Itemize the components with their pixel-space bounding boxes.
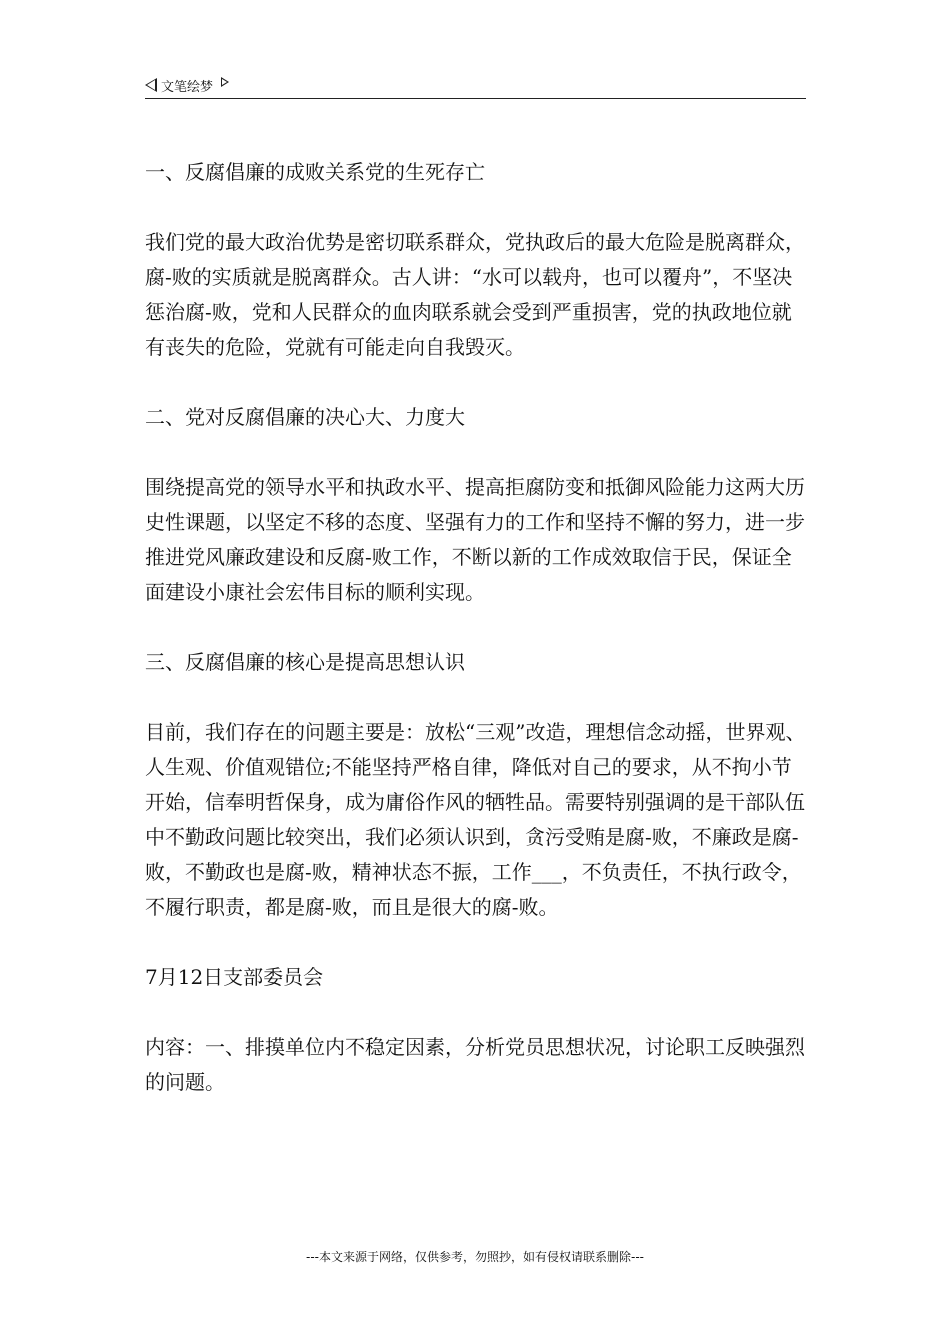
meeting-content: 内容：一、排摸单位内不稳定因素，分析党员思想状况，讨论职工反映强烈的问题。 xyxy=(145,1035,805,1094)
left-triangle-icon xyxy=(145,78,157,92)
section-heading-2: 二、党对反腐倡廉的决心大、力度大 xyxy=(145,405,465,429)
header-brand: 文笔绘梦 xyxy=(161,79,214,95)
paragraph-1: 我们党的最大政治优势是密切联系群众，党执政后的最大危险是脱离群众，腐-败的实质就是脱离群众。古人讲：“水可以载舟，也可以覆舟”，不坚决惩治腐-败，党和人民群众的血肉联系就会受到严重损害，党的执政地位就有丧失的危险，党就有可能走向自我毁灭。 xyxy=(145,230,805,359)
paragraph-3: 目前，我们存在的问题主要是：放松“三观”改造，理想信念动摇，世界观、人生观、价值观错位;不能坚持严格自律，降低对自己的要求，从不拘小节开始，信奉明哲保身，成为庸俗作风的牺牲品。需要特别强调的是干部队伍中不勤政问题比较突出，我们必须认识到，贪污受贿是腐-败，不廉政是腐-败，不勤政也是腐-败，精神状态不振，工作___，不负责任，不执行政令，不履行职责，都是腐-败，而且是很大的腐-败。 xyxy=(145,720,806,919)
section-heading-3: 三、反腐倡廉的核心是提高思想认识 xyxy=(145,650,465,674)
page-header xyxy=(145,72,806,99)
paragraph-2: 围绕提高党的领导水平和执政水平、提高拒腐防变和抵御风险能力这两大历史性课题，以坚定不移的态度、坚强有力的工作和坚持不懈的努力，进一步推进党风廉政建设和反腐-败工作，不断以新的工作成效取信于民，保证全面建设小康社会宏伟目标的顺利实现。 xyxy=(145,475,805,604)
document-body xyxy=(145,155,807,1135)
right-triangle-icon xyxy=(221,77,229,87)
section-heading-1: 一、反腐倡廉的成败关系党的生死存亡 xyxy=(145,160,485,184)
page-footer: ---本文来源于网络，仅供参考，勿照抄，如有侵权请联系删除--- xyxy=(306,1250,644,1264)
meeting-date-heading: 7月12日支部委员会 xyxy=(145,965,324,989)
